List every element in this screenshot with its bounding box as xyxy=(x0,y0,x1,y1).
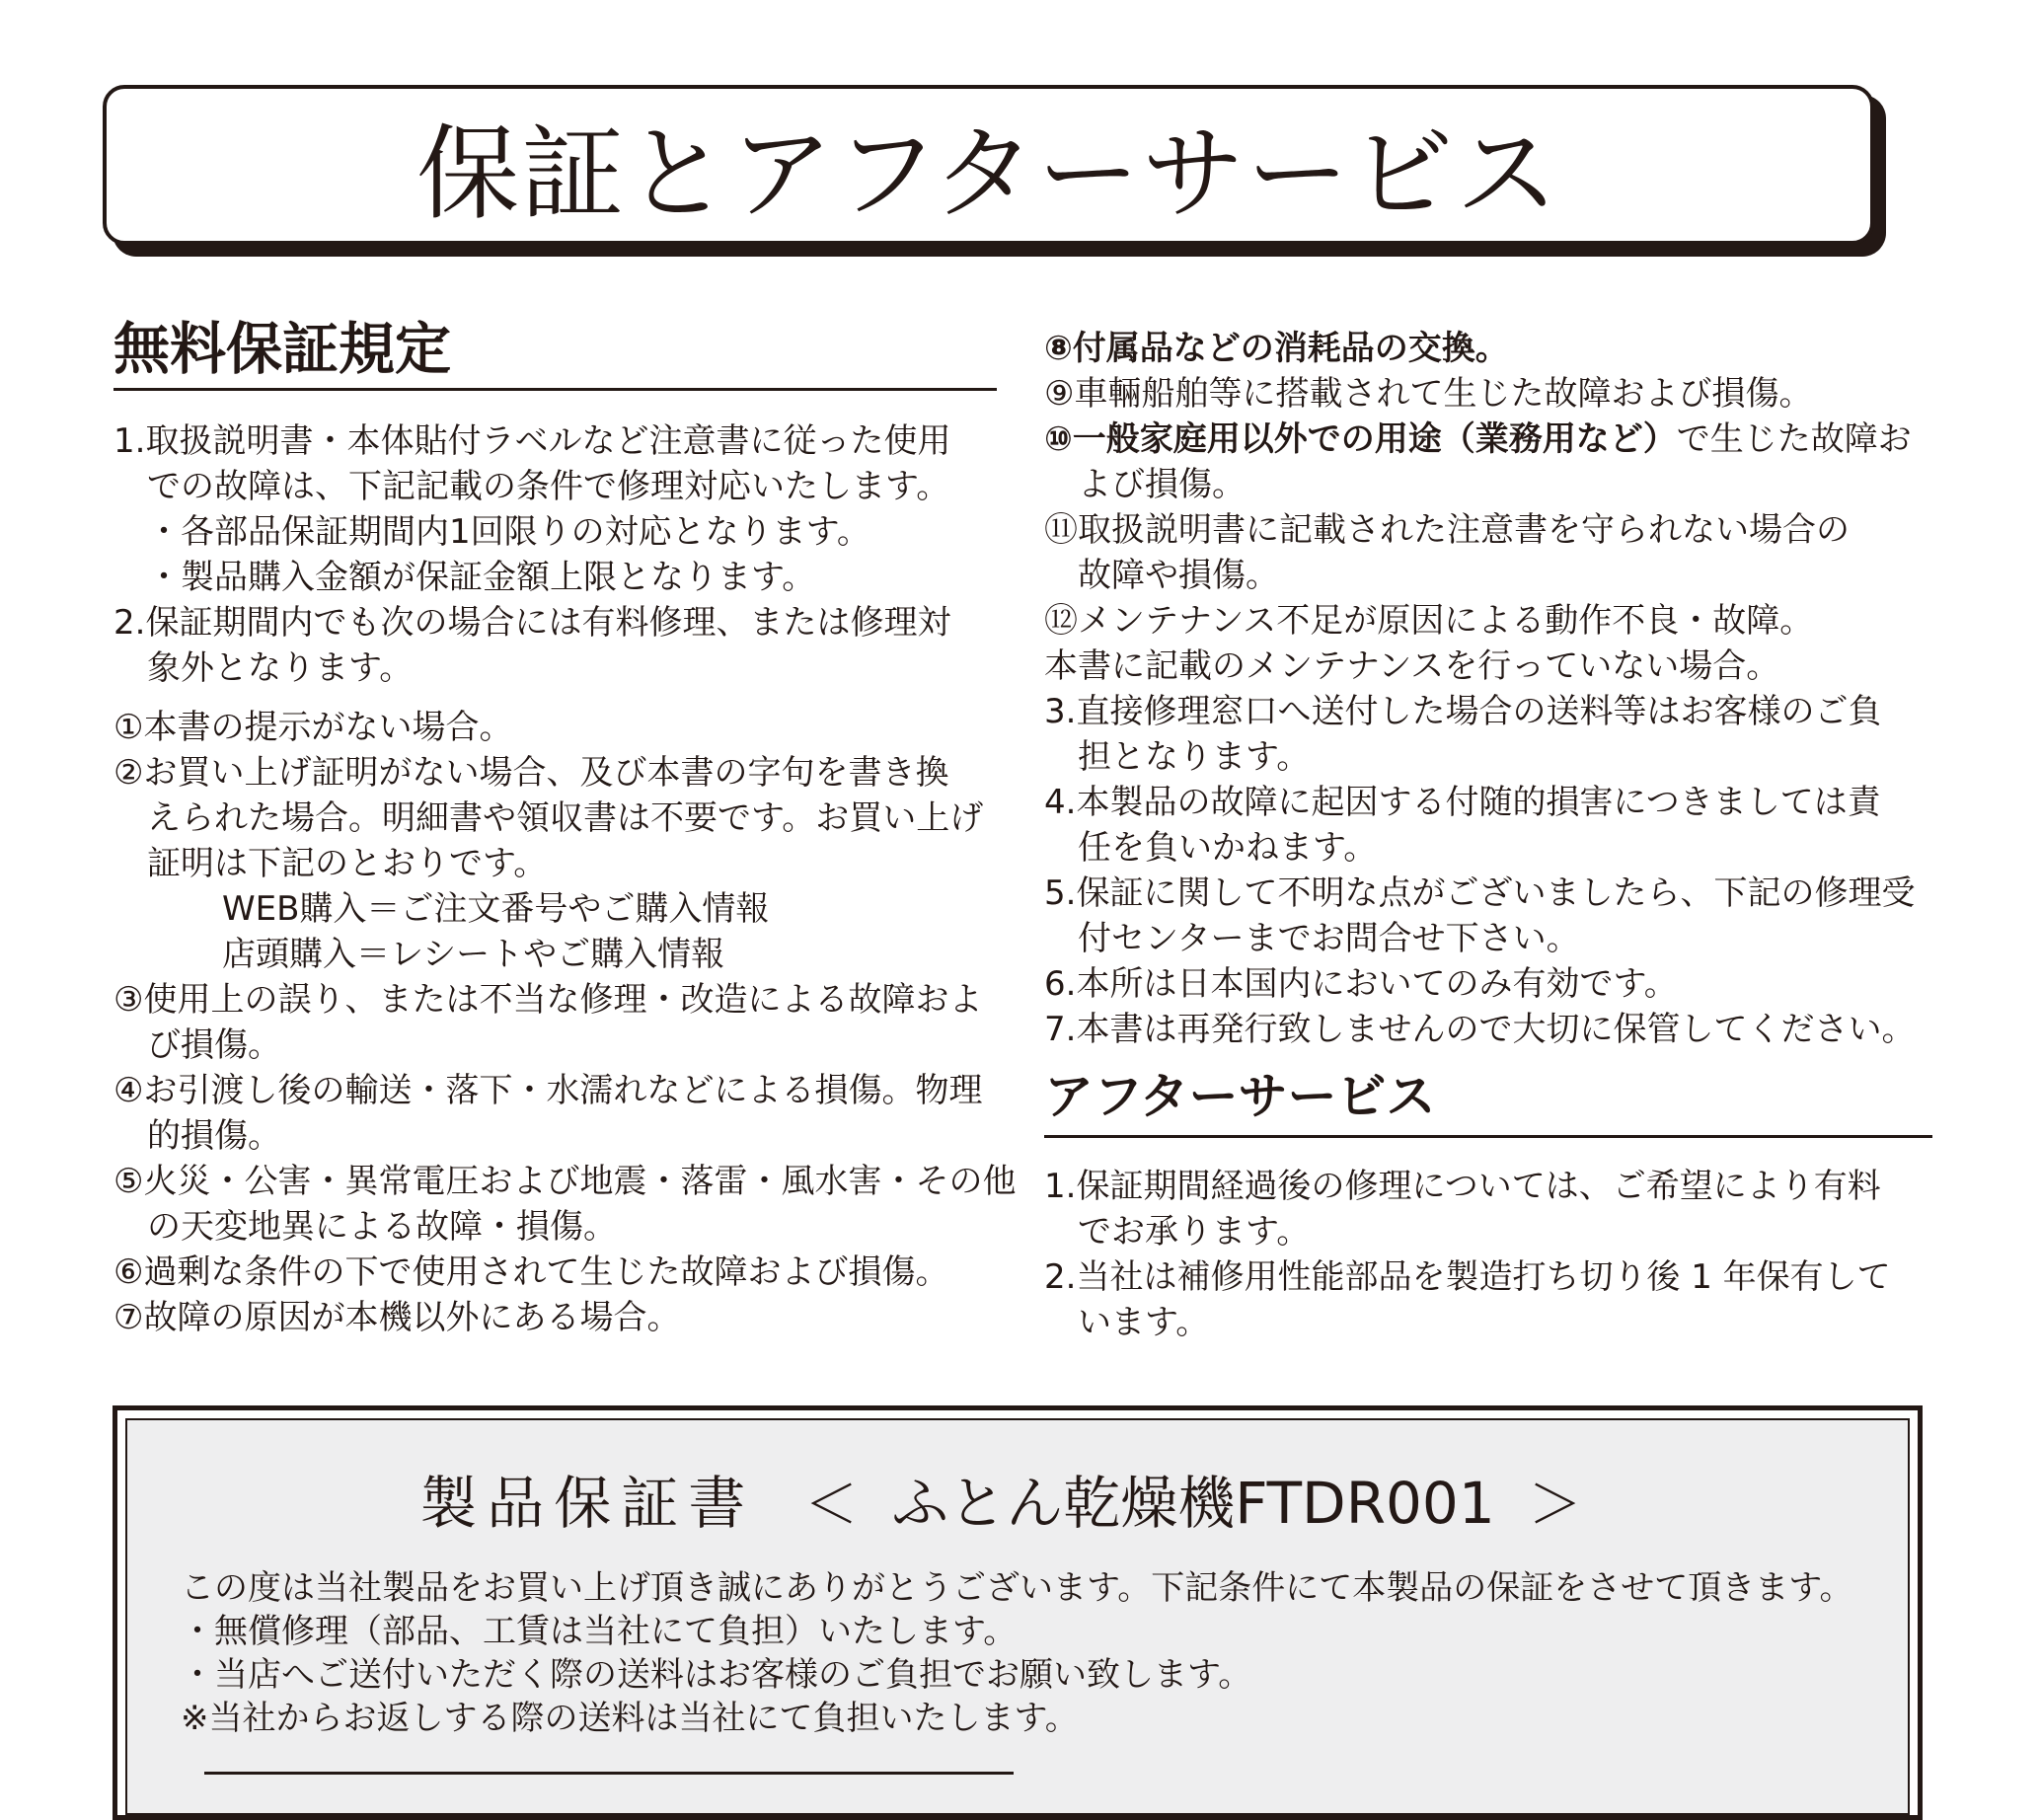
certificate-body xyxy=(181,1566,1853,1740)
page-title: 保証とアフターサービス xyxy=(416,114,1560,234)
list-item: ②お買い上げ証明がない場合、及び本書の字句を書き換 xyxy=(113,753,949,793)
list-item: ⑤火災・公害・異常電圧および地震・落雷・風水害・その他 xyxy=(113,1162,1017,1201)
warranty-heading: 無料保証規定 xyxy=(113,318,997,391)
list-item: 象外となります。 xyxy=(147,648,414,688)
list-item: 任を負いかねます。 xyxy=(1078,828,1378,868)
product-name: ふとん乾燥機FTDR001 xyxy=(891,1470,1495,1537)
list-item: ⑥過剰な条件の下で使用されて生じた故障および損傷。 xyxy=(113,1252,949,1292)
list-item-bold-part: ⑩一般家庭用以外での用途（業務用など） xyxy=(1044,419,1677,459)
list-item: ④お引渡し後の輸送・落下・水濡れなどによる損傷。物理 xyxy=(113,1071,983,1110)
bracket-open: ＜ xyxy=(804,1474,859,1536)
list-item: 6.本所は日本国内においてのみ有効です。 xyxy=(1044,964,1678,1004)
list-item: 1.保証期間経過後の修理については、ご希望により有料 xyxy=(1044,1167,1881,1206)
warranty-certificate xyxy=(113,1405,1923,1820)
warranty-exclusions xyxy=(113,705,1017,1340)
after-service-heading: アフターサービス xyxy=(1044,1072,1932,1138)
certificate-line: この度は当社製品をお買い上げ頂き誠にありがとうございます。下記条件にて本製品の保証をさせて頂きます。 xyxy=(181,1568,1853,1608)
warranty-left-column xyxy=(113,317,1017,1340)
list-item: 証明は下記のとおりです。 xyxy=(147,844,548,883)
list-item: います。 xyxy=(1078,1303,1210,1342)
certificate-line: ・無償修理（部品、工賃は当社にて負担）いたします。 xyxy=(181,1612,1018,1651)
list-item: 5.保証に関して不明な点がございましたら、下記の修理受 xyxy=(1044,873,1916,913)
certificate-title xyxy=(127,1470,1908,1537)
list-item: ①本書の提示がない場合。 xyxy=(113,708,513,747)
list-item xyxy=(1044,417,1932,462)
list-item: ⑨車輛船舶等に搭載されて生じた故障および損傷。 xyxy=(1044,374,1813,414)
list-item: でお承ります。 xyxy=(1078,1212,1311,1251)
list-item: ⑫メンテナンス不足が原因による動作不良・故障。 xyxy=(1044,601,1814,641)
list-item: 担となります。 xyxy=(1078,737,1311,777)
list-item: 3.直接修理窓口へ送付した場合の送料等はお客様のご負 xyxy=(1044,692,1882,731)
list-item: 2.当社は補修用性能部品を製造打ち切り後 1 年保有して xyxy=(1044,1257,1891,1297)
title-box xyxy=(103,85,1874,245)
list-item: 2.保証期間内でも次の場合には有料修理、または修理対 xyxy=(113,603,951,643)
list-item: ⑪取扱説明書に記載された注意書を守られない場合の xyxy=(1044,510,1850,550)
list-item: での故障は、下記記載の条件で修理対応いたします。 xyxy=(147,467,950,506)
after-service-list xyxy=(1044,1164,1932,1345)
warranty-intro xyxy=(113,418,997,691)
list-item-regular-part: で生じた故障お xyxy=(1676,419,1912,459)
list-item: び損傷。 xyxy=(147,1025,281,1065)
certificate-line: ・当店へご送付いただく際の送料はお客様のご負担でお願い致します。 xyxy=(181,1655,1252,1695)
list-item: 故障や損傷。 xyxy=(1078,556,1279,595)
list-item: の天変地異による故障・損傷。 xyxy=(147,1207,617,1247)
bracket-close: ＞ xyxy=(1528,1474,1582,1536)
list-item: ⑦故障の原因が本機以外にある場合。 xyxy=(113,1298,681,1337)
warranty-right-column xyxy=(1044,326,1932,1345)
list-item: 4.本製品の故障に起因する付随的損害につきましては責 xyxy=(1044,783,1881,822)
warranty-certificate-inner xyxy=(125,1418,1910,1815)
list-item: ・各部品保証期間内1回限りの対応となります。 xyxy=(147,512,870,552)
list-item: WEB購入＝ご注文番号やご購入情報 xyxy=(222,889,770,929)
list-item: えられた場合。明細書や領収書は不要です。お買い上げ xyxy=(147,798,984,838)
list-item: ⑧付属品などの消耗品の交換。 xyxy=(1044,329,1509,368)
list-item: ③使用上の誤り、または不当な修理・改造による故障およ xyxy=(113,980,983,1020)
list-item: 1.取扱説明書・本体貼付ラベルなど注意書に従った使用 xyxy=(113,421,951,461)
list-item: 的損傷。 xyxy=(147,1116,281,1156)
list-item: 付センターまでお問合せ下さい。 xyxy=(1078,919,1580,958)
certificate-heading: 製品保証書 xyxy=(419,1470,756,1537)
list-item: よび損傷。 xyxy=(1078,465,1246,504)
list-item: 7.本書は再発行致しませんので大切に保管してください。 xyxy=(1044,1010,1916,1049)
certificate-field-line xyxy=(204,1772,1014,1775)
certificate-line: ※当社からお返しする際の送料は当社にて負担いたします。 xyxy=(181,1699,1079,1738)
list-item: 本書に記載のメンテナンスを行っていない場合。 xyxy=(1044,646,1780,686)
list-item: 店頭購入＝レシートやご購入情報 xyxy=(222,935,725,974)
list-item: ・製品購入金額が保証金額上限となります。 xyxy=(147,558,816,597)
